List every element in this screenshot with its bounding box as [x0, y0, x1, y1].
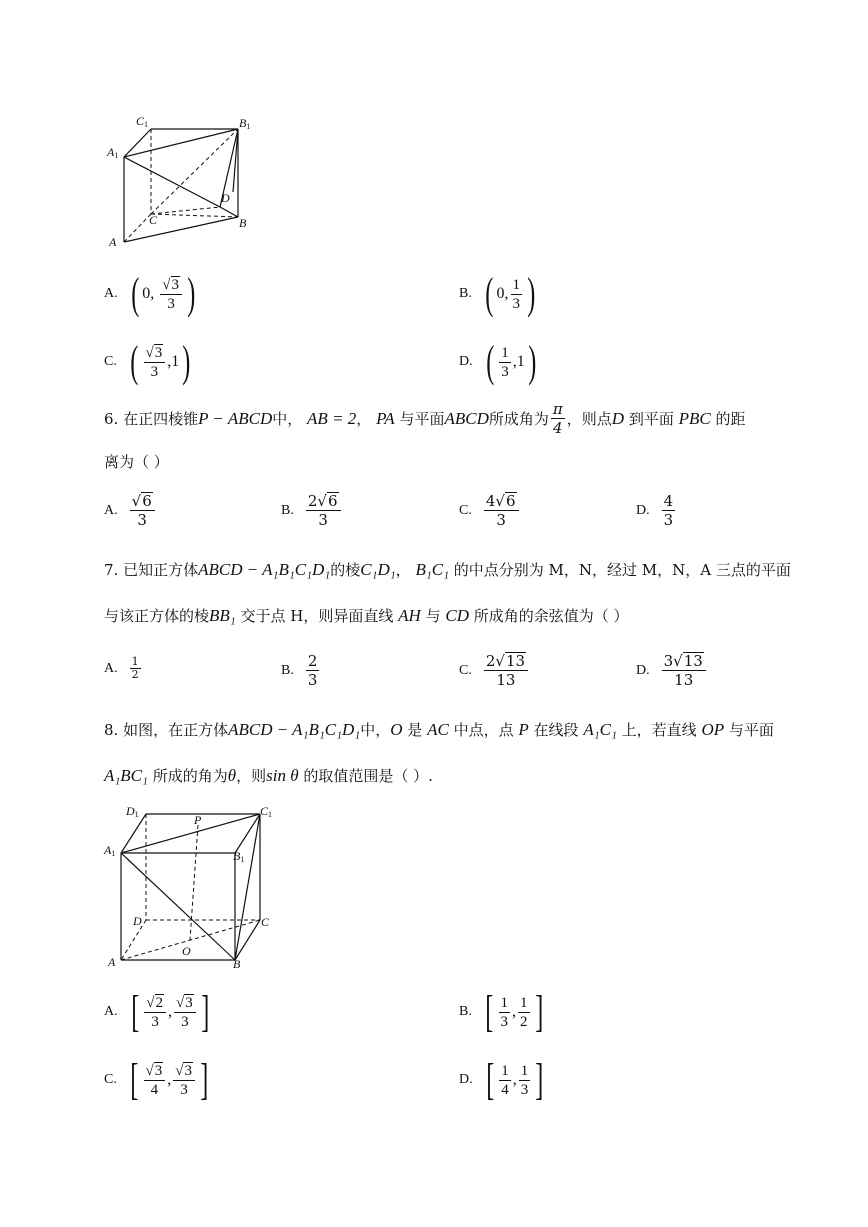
q6-option-b[interactable]: B. 2 √ 6 3	[281, 492, 343, 529]
label-A1: A1	[104, 843, 116, 858]
label-C1: C1	[260, 804, 273, 819]
q5-option-d[interactable]: D. ( $\frac{1}{3}$ , 1 )	[459, 337, 537, 386]
q8-option-a[interactable]: A. [ √ 2 3 , √ 3 3 ]	[104, 987, 210, 1036]
label-B: B	[239, 216, 247, 230]
label-A: A	[109, 235, 117, 249]
q6-option-d[interactable]: D. $\frac{4}{3}$	[636, 492, 674, 529]
label-D: D	[221, 191, 230, 205]
label-A: A	[108, 955, 116, 969]
label-B1: B1	[233, 849, 245, 864]
label-C1: C1	[136, 114, 149, 129]
q5-option-a[interactable]: A. ( 0 , √ 3 3 )	[104, 269, 196, 318]
cube-figure	[100, 798, 290, 978]
q8-stem: 8. 如图，在正方体 ABCD − A₁B₁C₁D₁ 中， O 是 AC 中点，点 P 在线段 A₁C₁ 上，若直线 OP 与平面	[104, 720, 774, 739]
prism-figure	[100, 112, 270, 252]
q5-option-b[interactable]: B. ( 0 , $\frac{1}{3}$ )	[459, 269, 536, 318]
q8-stem-line2: A₁BC₁ 所成的角为 θ ，则 sin θ 的取值范围是（ ）.	[104, 766, 433, 785]
label-C: C	[261, 915, 270, 929]
q7-option-b[interactable]: B. $\frac{2}{3}$	[281, 652, 318, 689]
q8-option-d[interactable]: D. [ $\frac{1}{4}$ , $\frac{1}{3}$ ]	[459, 1055, 544, 1104]
q7-stem-line2: 与该正方体的棱 BB₁ 交于点 H，则异面直线 AH 与 CD 所成角的余弦值为（ ）	[104, 606, 629, 625]
label-O: O	[182, 944, 191, 958]
q6-option-c[interactable]: C. 4 √ 6 3	[459, 492, 521, 529]
q5-option-c[interactable]: C. ( √ 3 3 , 1 )	[104, 337, 191, 386]
q7-option-d[interactable]: D. 3 √ 13 13	[636, 652, 708, 689]
q6-stem: 6. 在正四棱锥 P − ABCD 中， AB = 2 ， PA 与平面 ABCD 所成角为 $\frac{\pi}{4}$ ，则点 D 到平面 PBC 的距	[104, 400, 746, 437]
q6-option-a[interactable]: A. √ 6 3	[104, 492, 157, 529]
q7-option-c[interactable]: C. 2 √ 13 13	[459, 652, 530, 689]
q8-option-b[interactable]: B. [ $\frac{1}{3}$ , $\frac{1}{2}$ ]	[459, 987, 543, 1036]
q7-stem: 7. 已知正方体 ABCD − A₁B₁C₁D₁ 的棱 C₁D₁ ， B₁C₁ 的中点分别为 M，N，经过 M，N，A 三点的平面	[104, 560, 791, 579]
q8-option-c[interactable]: C. [ √ 3 4 , √ 3 3 ]	[104, 1055, 209, 1104]
label-B1: B1	[239, 116, 251, 131]
label-C: C	[149, 213, 158, 227]
label-D: D	[133, 914, 142, 928]
q6-stem-line2: 离为（ ）	[104, 453, 169, 471]
label-B: B	[233, 957, 241, 971]
label-P: P	[194, 813, 202, 827]
label-A1: A1	[107, 145, 119, 160]
q7-option-a[interactable]: A. $\frac{1}{2}$	[104, 655, 139, 681]
label-D1: D1	[126, 804, 139, 819]
